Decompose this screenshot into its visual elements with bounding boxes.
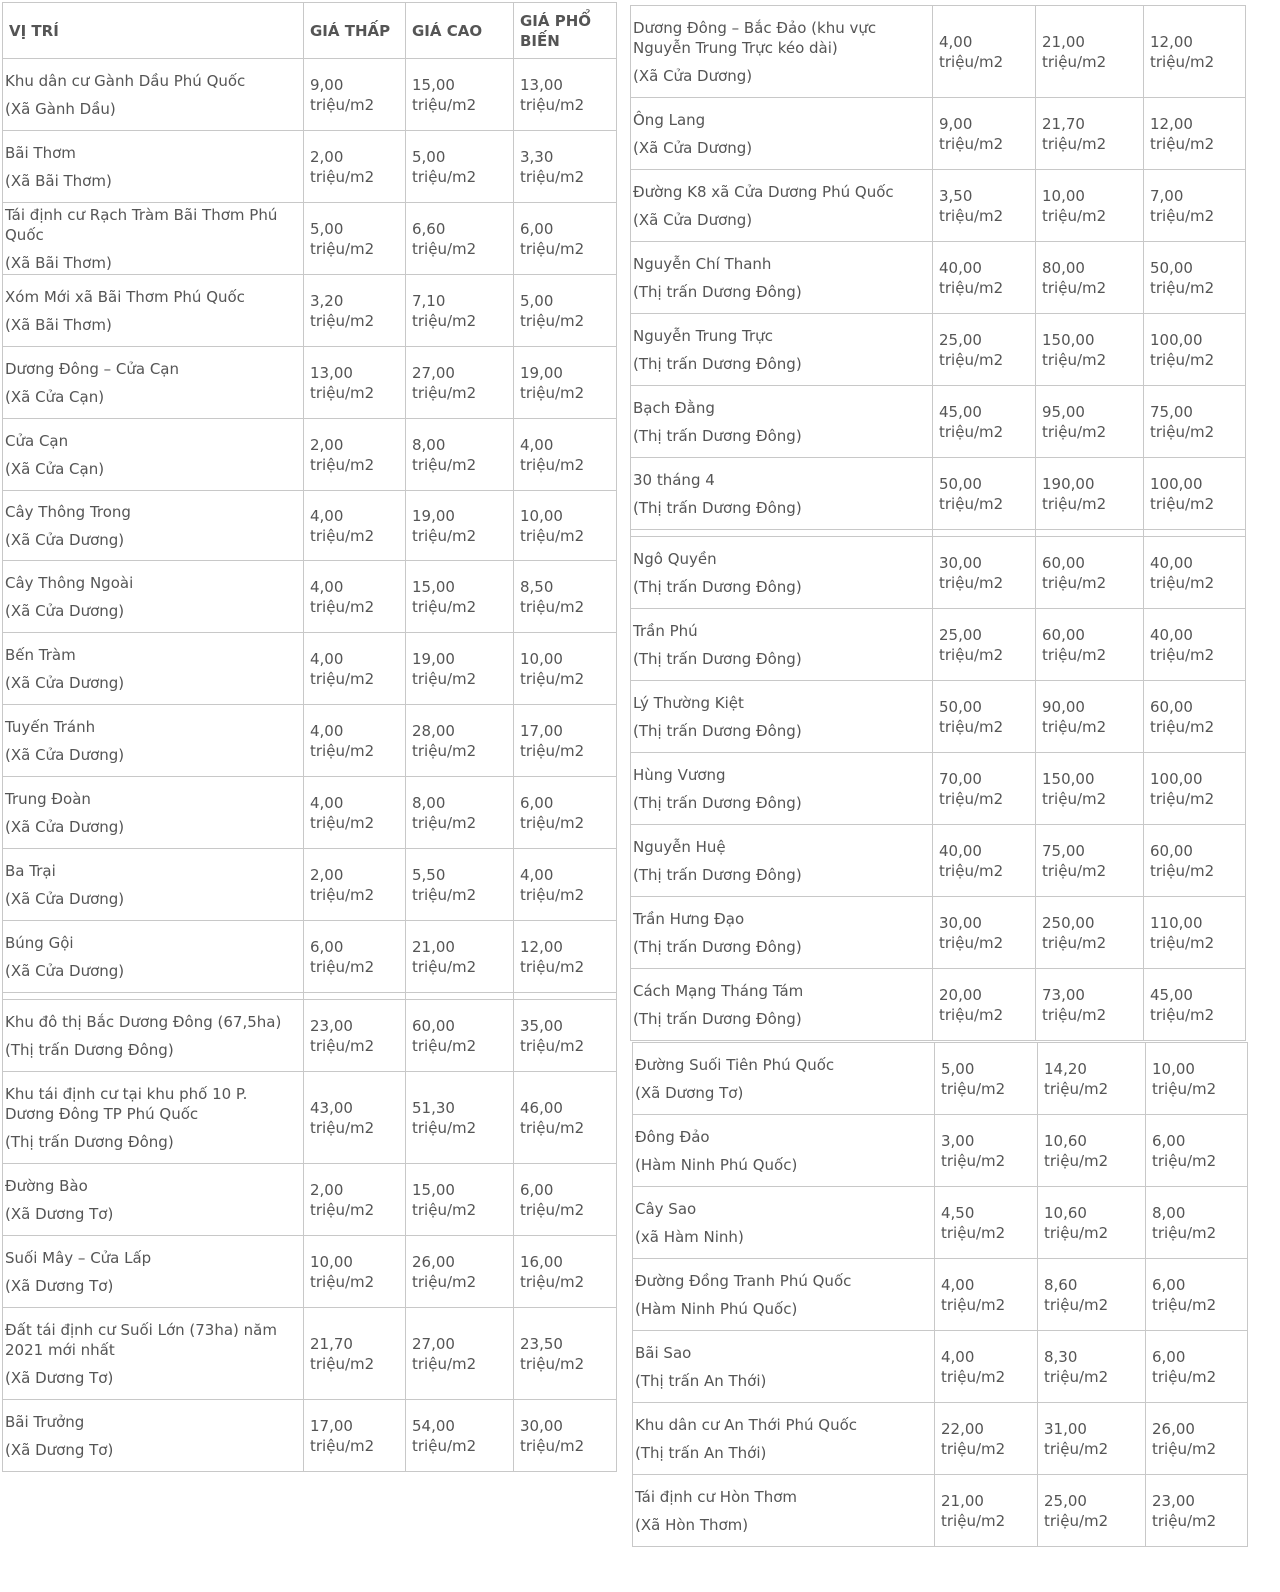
table-row — [631, 242, 1246, 314]
table-row — [631, 170, 1246, 242]
row-gap — [3, 993, 617, 1000]
common-price-cell: 6,00 triệu/m2 — [514, 203, 617, 275]
low-price-cell: 50,00 triệu/m2 — [933, 681, 1036, 753]
location-name: Lý Thường Kiệt — [633, 693, 744, 712]
low-price-cell: 45,00 triệu/m2 — [933, 386, 1036, 458]
location-name: Trung Đoàn — [5, 789, 91, 808]
location-name: Dương Đông – Cửa Cạn — [5, 359, 180, 378]
location-area: (Xã Cửa Dương) — [633, 66, 753, 85]
low-price-cell: 2,00 triệu/m2 — [304, 131, 406, 203]
location-area: (Xã Cửa Cạn) — [5, 387, 105, 406]
location-area: (Thị trấn Dương Đông) — [633, 426, 802, 445]
location-cell — [3, 203, 304, 275]
high-price-cell: 8,00 triệu/m2 — [406, 419, 514, 491]
location-cell — [631, 897, 933, 969]
location-area: (Xã Dương Tơ) — [5, 1368, 114, 1387]
location-area: (Xã Dương Tơ) — [5, 1204, 114, 1223]
location-area: (xã Hàm Ninh) — [635, 1227, 744, 1246]
high-price-cell: 27,00 triệu/m2 — [406, 347, 514, 419]
table-row — [3, 419, 617, 491]
location-area: (Xã Bãi Thơm) — [5, 171, 112, 190]
high-price-cell: 190,00 triệu/m2 — [1036, 458, 1144, 530]
low-price-cell: 2,00 triệu/m2 — [304, 1164, 406, 1236]
location-area: (Xã Cửa Dương) — [633, 138, 753, 157]
common-price-cell: 12,00 triệu/m2 — [1144, 98, 1246, 170]
common-price-cell: 40,00 triệu/m2 — [1144, 537, 1246, 609]
high-price-cell: 19,00 triệu/m2 — [406, 491, 514, 561]
common-price-cell: 10,00 triệu/m2 — [1146, 1043, 1248, 1115]
price-table-right-lower — [632, 1042, 1248, 1547]
location-cell — [631, 458, 933, 530]
location-name: Ba Trại — [5, 861, 56, 880]
location-area: (Xã Bãi Thơm) — [5, 315, 112, 334]
location-cell — [631, 314, 933, 386]
high-price-cell: 21,00 triệu/m2 — [406, 921, 514, 993]
location-area: (Xã Cửa Dương) — [5, 817, 125, 836]
low-price-cell: 4,50 triệu/m2 — [935, 1187, 1038, 1259]
location-name: Bạch Đằng — [633, 398, 715, 417]
high-price-cell: 73,00 triệu/m2 — [1036, 969, 1144, 1041]
location-area: (Xã Dương Tơ) — [5, 1440, 114, 1459]
common-price-cell: 16,00 triệu/m2 — [514, 1236, 617, 1308]
location-name: Búng Gội — [5, 933, 74, 952]
location-area: (Thị trấn Dương Đông) — [633, 649, 802, 668]
table-row — [633, 1115, 1248, 1187]
high-price-cell: 21,70 triệu/m2 — [1036, 98, 1144, 170]
table-row — [633, 1331, 1248, 1403]
high-price-cell: 5,00 triệu/m2 — [406, 131, 514, 203]
low-price-cell: 2,00 triệu/m2 — [304, 849, 406, 921]
table-row — [3, 633, 617, 705]
common-price-cell: 4,00 triệu/m2 — [514, 419, 617, 491]
high-price-cell: 8,60 triệu/m2 — [1038, 1259, 1146, 1331]
location-cell — [3, 705, 304, 777]
low-price-cell: 4,00 triệu/m2 — [304, 633, 406, 705]
header-location: VỊ TRÍ — [3, 3, 304, 59]
high-price-cell: 75,00 triệu/m2 — [1036, 825, 1144, 897]
low-price-cell: 40,00 triệu/m2 — [933, 242, 1036, 314]
location-name: Bến Tràm — [5, 645, 76, 664]
low-price-cell: 5,00 triệu/m2 — [935, 1043, 1038, 1115]
location-cell — [3, 275, 304, 347]
low-price-cell: 22,00 triệu/m2 — [935, 1403, 1038, 1475]
location-cell — [631, 753, 933, 825]
location-cell — [3, 131, 304, 203]
low-price-cell: 30,00 triệu/m2 — [933, 897, 1036, 969]
high-price-cell: 60,00 triệu/m2 — [406, 1000, 514, 1072]
location-name: Cây Sao — [635, 1199, 697, 1218]
common-price-cell: 100,00 triệu/m2 — [1144, 458, 1246, 530]
high-price-cell: 95,00 triệu/m2 — [1036, 386, 1144, 458]
high-price-cell: 54,00 triệu/m2 — [406, 1400, 514, 1472]
table-row — [631, 897, 1246, 969]
common-price-cell: 60,00 triệu/m2 — [1144, 825, 1246, 897]
table-row — [631, 458, 1246, 530]
location-cell — [3, 59, 304, 131]
location-area: (Thị trấn Dương Đông) — [633, 282, 802, 301]
location-cell — [633, 1043, 935, 1115]
location-cell — [3, 1164, 304, 1236]
common-price-cell: 12,00 triệu/m2 — [1144, 6, 1246, 98]
common-price-cell: 10,00 triệu/m2 — [514, 491, 617, 561]
location-area: (Thị trấn Dương Đông) — [633, 793, 802, 812]
location-name: Đường Bào — [5, 1176, 88, 1195]
high-price-cell: 10,60 triệu/m2 — [1038, 1187, 1146, 1259]
low-price-cell: 4,00 triệu/m2 — [304, 705, 406, 777]
location-cell — [3, 633, 304, 705]
location-area: (Xã Dương Tơ) — [635, 1083, 744, 1102]
location-cell — [633, 1331, 935, 1403]
location-area: (Hàm Ninh Phú Quốc) — [635, 1155, 798, 1174]
location-area: (Xã Cửa Cạn) — [5, 459, 105, 478]
common-price-cell: 8,00 triệu/m2 — [1146, 1187, 1248, 1259]
location-cell — [631, 609, 933, 681]
high-price-cell: 5,50 triệu/m2 — [406, 849, 514, 921]
common-price-cell: 6,00 triệu/m2 — [514, 1164, 617, 1236]
low-price-cell: 40,00 triệu/m2 — [933, 825, 1036, 897]
common-price-cell: 12,00 triệu/m2 — [514, 921, 617, 993]
location-cell — [633, 1259, 935, 1331]
common-price-cell: 10,00 triệu/m2 — [514, 633, 617, 705]
table-row — [3, 131, 617, 203]
low-price-cell: 4,00 triệu/m2 — [304, 777, 406, 849]
table-row — [633, 1403, 1248, 1475]
table-row — [3, 1236, 617, 1308]
common-price-cell: 8,50 triệu/m2 — [514, 561, 617, 633]
common-price-cell: 100,00 triệu/m2 — [1144, 753, 1246, 825]
gap-cell — [631, 530, 933, 537]
table-row — [631, 681, 1246, 753]
table-row — [633, 1475, 1248, 1547]
location-name: Ông Lang — [633, 110, 706, 129]
low-price-cell: 50,00 triệu/m2 — [933, 458, 1036, 530]
low-price-cell: 13,00 triệu/m2 — [304, 347, 406, 419]
table-row — [3, 777, 617, 849]
location-area: (Thị trấn An Thới) — [635, 1371, 767, 1390]
location-name: Ngô Quyền — [633, 549, 717, 568]
header-common-price: GIÁ PHỔ BIẾN — [514, 3, 617, 59]
location-name: Đông Đảo — [635, 1127, 710, 1146]
location-name: Đất tái định cư Suối Lớn (73ha) năm 2021 mới nhất — [5, 1320, 277, 1359]
location-name: Xóm Mới xã Bãi Thơm Phú Quốc — [5, 287, 245, 306]
common-price-cell: 6,00 triệu/m2 — [1146, 1115, 1248, 1187]
location-area: (Thị trấn Dương Đông) — [633, 354, 802, 373]
location-name: Trần Hưng Đạo — [633, 909, 745, 928]
high-price-cell: 15,00 triệu/m2 — [406, 561, 514, 633]
low-price-cell: 23,00 triệu/m2 — [304, 1000, 406, 1072]
location-cell — [3, 777, 304, 849]
high-price-cell: 10,00 triệu/m2 — [1036, 170, 1144, 242]
location-cell — [633, 1475, 935, 1547]
location-name: Suối Mây – Cửa Lấp — [5, 1248, 152, 1267]
common-price-cell: 110,00 triệu/m2 — [1144, 897, 1246, 969]
location-name: Đường K8 xã Cửa Dương Phú Quốc — [633, 182, 894, 201]
location-name: Bãi Sao — [635, 1343, 692, 1362]
common-price-cell: 6,00 triệu/m2 — [1146, 1259, 1248, 1331]
table-row — [3, 275, 617, 347]
location-cell — [3, 1072, 304, 1164]
high-price-cell: 60,00 triệu/m2 — [1036, 609, 1144, 681]
common-price-cell: 5,00 triệu/m2 — [514, 275, 617, 347]
high-price-cell: 8,30 triệu/m2 — [1038, 1331, 1146, 1403]
location-cell — [631, 98, 933, 170]
location-name: Nguyễn Trung Trực — [633, 326, 773, 345]
row-gap — [631, 530, 1246, 537]
low-price-cell: 25,00 triệu/m2 — [933, 314, 1036, 386]
table-row — [3, 1072, 617, 1164]
location-cell — [631, 825, 933, 897]
location-name: Bãi Thơm — [5, 143, 76, 162]
table-row — [631, 386, 1246, 458]
gap-cell — [1144, 530, 1246, 537]
gap-cell — [406, 993, 514, 1000]
location-name: Dương Đông – Bắc Đảo (khu vực Nguyễn Trung Trực kéo dài) — [633, 18, 877, 57]
location-name: Nguyễn Huệ — [633, 837, 726, 856]
table-row — [3, 491, 617, 561]
location-area: (Thị trấn Dương Đông) — [5, 1040, 174, 1059]
high-price-cell: 15,00 triệu/m2 — [406, 59, 514, 131]
location-cell — [3, 1308, 304, 1400]
high-price-cell: 28,00 triệu/m2 — [406, 705, 514, 777]
location-area: (Xã Cửa Dương) — [5, 889, 125, 908]
table-row — [631, 753, 1246, 825]
gap-cell — [304, 993, 406, 1000]
location-area: (Xã Hòn Thơm) — [635, 1515, 749, 1534]
price-table-left — [2, 2, 617, 1472]
location-area: (Xã Cửa Dương) — [633, 210, 753, 229]
common-price-cell: 19,00 triệu/m2 — [514, 347, 617, 419]
location-name: Tái định cư Rạch Tràm Bãi Thơm Phú Quốc — [5, 205, 278, 244]
location-cell — [3, 1236, 304, 1308]
location-name: Cửa Cạn — [5, 431, 69, 450]
low-price-cell: 21,00 triệu/m2 — [935, 1475, 1038, 1547]
location-name: 30 tháng 4 — [633, 470, 715, 489]
common-price-cell: 13,00 triệu/m2 — [514, 59, 617, 131]
table-row — [3, 347, 617, 419]
high-price-cell: 10,60 triệu/m2 — [1038, 1115, 1146, 1187]
high-price-cell: 27,00 triệu/m2 — [406, 1308, 514, 1400]
location-name: Khu tái định cư tại khu phố 10 P. Dương Đông TP Phú Quốc — [5, 1084, 248, 1123]
high-price-cell: 31,00 triệu/m2 — [1038, 1403, 1146, 1475]
high-price-cell: 14,20 triệu/m2 — [1038, 1043, 1146, 1115]
low-price-cell: 4,00 triệu/m2 — [935, 1331, 1038, 1403]
location-area: (Xã Cửa Dương) — [5, 961, 125, 980]
table-row — [3, 849, 617, 921]
location-name: Tuyến Tránh — [5, 717, 96, 736]
table-row — [631, 98, 1246, 170]
location-cell — [3, 849, 304, 921]
header-high-price: GIÁ CAO — [406, 3, 514, 59]
location-cell — [631, 537, 933, 609]
table-row — [633, 1043, 1248, 1115]
table-row — [631, 6, 1246, 98]
common-price-cell: 3,30 triệu/m2 — [514, 131, 617, 203]
common-price-cell: 6,00 triệu/m2 — [1146, 1331, 1248, 1403]
low-price-cell: 4,00 triệu/m2 — [304, 561, 406, 633]
gap-cell — [3, 993, 304, 1000]
low-price-cell: 6,00 triệu/m2 — [304, 921, 406, 993]
low-price-cell: 70,00 triệu/m2 — [933, 753, 1036, 825]
low-price-cell: 17,00 triệu/m2 — [304, 1400, 406, 1472]
table-header-row — [3, 3, 617, 59]
high-price-cell: 8,00 triệu/m2 — [406, 777, 514, 849]
location-name: Đường Đồng Tranh Phú Quốc — [635, 1271, 852, 1290]
common-price-cell: 4,00 triệu/m2 — [514, 849, 617, 921]
location-name: Cách Mạng Tháng Tám — [633, 981, 804, 1000]
low-price-cell: 30,00 triệu/m2 — [933, 537, 1036, 609]
high-price-cell: 60,00 triệu/m2 — [1036, 537, 1144, 609]
location-area: (Xã Bãi Thơm) — [5, 253, 112, 272]
table-row — [3, 1000, 617, 1072]
location-cell — [633, 1403, 935, 1475]
location-name: Bãi Trưởng — [5, 1412, 85, 1431]
common-price-cell: 6,00 triệu/m2 — [514, 777, 617, 849]
location-area: (Xã Cửa Dương) — [5, 745, 125, 764]
table-row — [3, 705, 617, 777]
location-cell — [631, 681, 933, 753]
table-row — [3, 203, 617, 275]
location-cell — [631, 386, 933, 458]
location-area: (Xã Gành Dầu) — [5, 99, 116, 118]
gap-cell — [933, 530, 1036, 537]
table-row — [3, 59, 617, 131]
location-cell — [3, 347, 304, 419]
low-price-cell: 5,00 triệu/m2 — [304, 203, 406, 275]
low-price-cell: 21,70 triệu/m2 — [304, 1308, 406, 1400]
location-name: Nguyễn Chí Thanh — [633, 254, 772, 273]
common-price-cell: 50,00 triệu/m2 — [1144, 242, 1246, 314]
high-price-cell: 15,00 triệu/m2 — [406, 1164, 514, 1236]
low-price-cell: 2,00 triệu/m2 — [304, 419, 406, 491]
table-row — [631, 609, 1246, 681]
location-name: Khu đô thị Bắc Dương Đông (67,5ha) — [5, 1012, 282, 1031]
location-area: (Thị trấn Dương Đông) — [633, 498, 802, 517]
high-price-cell: 25,00 triệu/m2 — [1038, 1475, 1146, 1547]
location-area: (Thị trấn Dương Đông) — [633, 1009, 802, 1028]
low-price-cell: 3,20 triệu/m2 — [304, 275, 406, 347]
location-name: Hùng Vương — [633, 765, 726, 784]
high-price-cell: 80,00 triệu/m2 — [1036, 242, 1144, 314]
price-table-right-upper — [630, 5, 1246, 1041]
common-price-cell: 17,00 triệu/m2 — [514, 705, 617, 777]
location-cell — [3, 921, 304, 993]
high-price-cell: 26,00 triệu/m2 — [406, 1236, 514, 1308]
location-cell — [633, 1187, 935, 1259]
gap-cell — [1036, 530, 1144, 537]
high-price-cell: 90,00 triệu/m2 — [1036, 681, 1144, 753]
location-name: Cây Thông Trong — [5, 502, 131, 521]
location-cell — [631, 6, 933, 98]
gap-cell — [514, 993, 617, 1000]
low-price-cell: 3,50 triệu/m2 — [933, 170, 1036, 242]
high-price-cell: 150,00 triệu/m2 — [1036, 314, 1144, 386]
location-area: (Xã Dương Tơ) — [5, 1276, 114, 1295]
location-area: (Xã Cửa Dương) — [5, 601, 125, 620]
location-area: (Thị trấn Dương Đông) — [633, 865, 802, 884]
low-price-cell: 10,00 triệu/m2 — [304, 1236, 406, 1308]
low-price-cell: 4,00 triệu/m2 — [935, 1259, 1038, 1331]
location-area: (Xã Cửa Dương) — [5, 530, 125, 549]
low-price-cell: 20,00 triệu/m2 — [933, 969, 1036, 1041]
location-cell — [631, 969, 933, 1041]
common-price-cell: 40,00 triệu/m2 — [1144, 609, 1246, 681]
table-row — [633, 1259, 1248, 1331]
table-row — [631, 969, 1246, 1041]
low-price-cell: 9,00 triệu/m2 — [933, 98, 1036, 170]
location-name: Khu dân cư An Thới Phú Quốc — [635, 1415, 858, 1434]
common-price-cell: 60,00 triệu/m2 — [1144, 681, 1246, 753]
high-price-cell: 51,30 triệu/m2 — [406, 1072, 514, 1164]
high-price-cell: 21,00 triệu/m2 — [1036, 6, 1144, 98]
common-price-cell: 35,00 triệu/m2 — [514, 1000, 617, 1072]
table-row — [3, 1308, 617, 1400]
common-price-cell: 26,00 triệu/m2 — [1146, 1403, 1248, 1475]
table-row — [3, 921, 617, 993]
location-cell — [3, 419, 304, 491]
table-row — [631, 314, 1246, 386]
location-area: (Thị trấn Dương Đông) — [633, 577, 802, 596]
table-row — [3, 1164, 617, 1236]
location-cell — [3, 1400, 304, 1472]
table-row — [631, 825, 1246, 897]
location-area: (Thị trấn An Thới) — [635, 1443, 767, 1462]
location-name: Trần Phú — [633, 621, 698, 640]
common-price-cell: 7,00 triệu/m2 — [1144, 170, 1246, 242]
common-price-cell: 23,50 triệu/m2 — [514, 1308, 617, 1400]
location-cell — [631, 170, 933, 242]
common-price-cell: 100,00 triệu/m2 — [1144, 314, 1246, 386]
location-cell — [633, 1115, 935, 1187]
high-price-cell: 150,00 triệu/m2 — [1036, 753, 1144, 825]
low-price-cell: 43,00 triệu/m2 — [304, 1072, 406, 1164]
table-row — [631, 537, 1246, 609]
location-area: (Thị trấn Dương Đông) — [633, 721, 802, 740]
common-price-cell: 45,00 triệu/m2 — [1144, 969, 1246, 1041]
common-price-cell: 75,00 triệu/m2 — [1144, 386, 1246, 458]
high-price-cell: 250,00 triệu/m2 — [1036, 897, 1144, 969]
location-name: Cây Thông Ngoài — [5, 573, 134, 592]
location-area: (Thị trấn Dương Đông) — [633, 937, 802, 956]
low-price-cell: 9,00 triệu/m2 — [304, 59, 406, 131]
location-cell — [3, 561, 304, 633]
location-cell — [3, 1000, 304, 1072]
table-row — [633, 1187, 1248, 1259]
location-cell — [631, 242, 933, 314]
low-price-cell: 25,00 triệu/m2 — [933, 609, 1036, 681]
location-name: Khu dân cư Gành Dầu Phú Quốc — [5, 71, 246, 90]
low-price-cell: 4,00 triệu/m2 — [304, 491, 406, 561]
high-price-cell: 7,10 triệu/m2 — [406, 275, 514, 347]
location-name: Tái định cư Hòn Thơm — [635, 1487, 797, 1506]
header-low-price: GIÁ THẤP — [304, 3, 406, 59]
location-area: (Xã Cửa Dương) — [5, 673, 125, 692]
high-price-cell: 6,60 triệu/m2 — [406, 203, 514, 275]
low-price-cell: 4,00 triệu/m2 — [933, 6, 1036, 98]
common-price-cell: 46,00 triệu/m2 — [514, 1072, 617, 1164]
common-price-cell: 23,00 triệu/m2 — [1146, 1475, 1248, 1547]
location-name: Đường Suối Tiên Phú Quốc — [635, 1055, 835, 1074]
low-price-cell: 3,00 triệu/m2 — [935, 1115, 1038, 1187]
common-price-cell: 30,00 triệu/m2 — [514, 1400, 617, 1472]
table-row — [3, 1400, 617, 1472]
table-row — [3, 561, 617, 633]
location-area: (Thị trấn Dương Đông) — [5, 1132, 174, 1151]
location-area: (Hàm Ninh Phú Quốc) — [635, 1299, 798, 1318]
high-price-cell: 19,00 triệu/m2 — [406, 633, 514, 705]
location-cell — [3, 491, 304, 561]
